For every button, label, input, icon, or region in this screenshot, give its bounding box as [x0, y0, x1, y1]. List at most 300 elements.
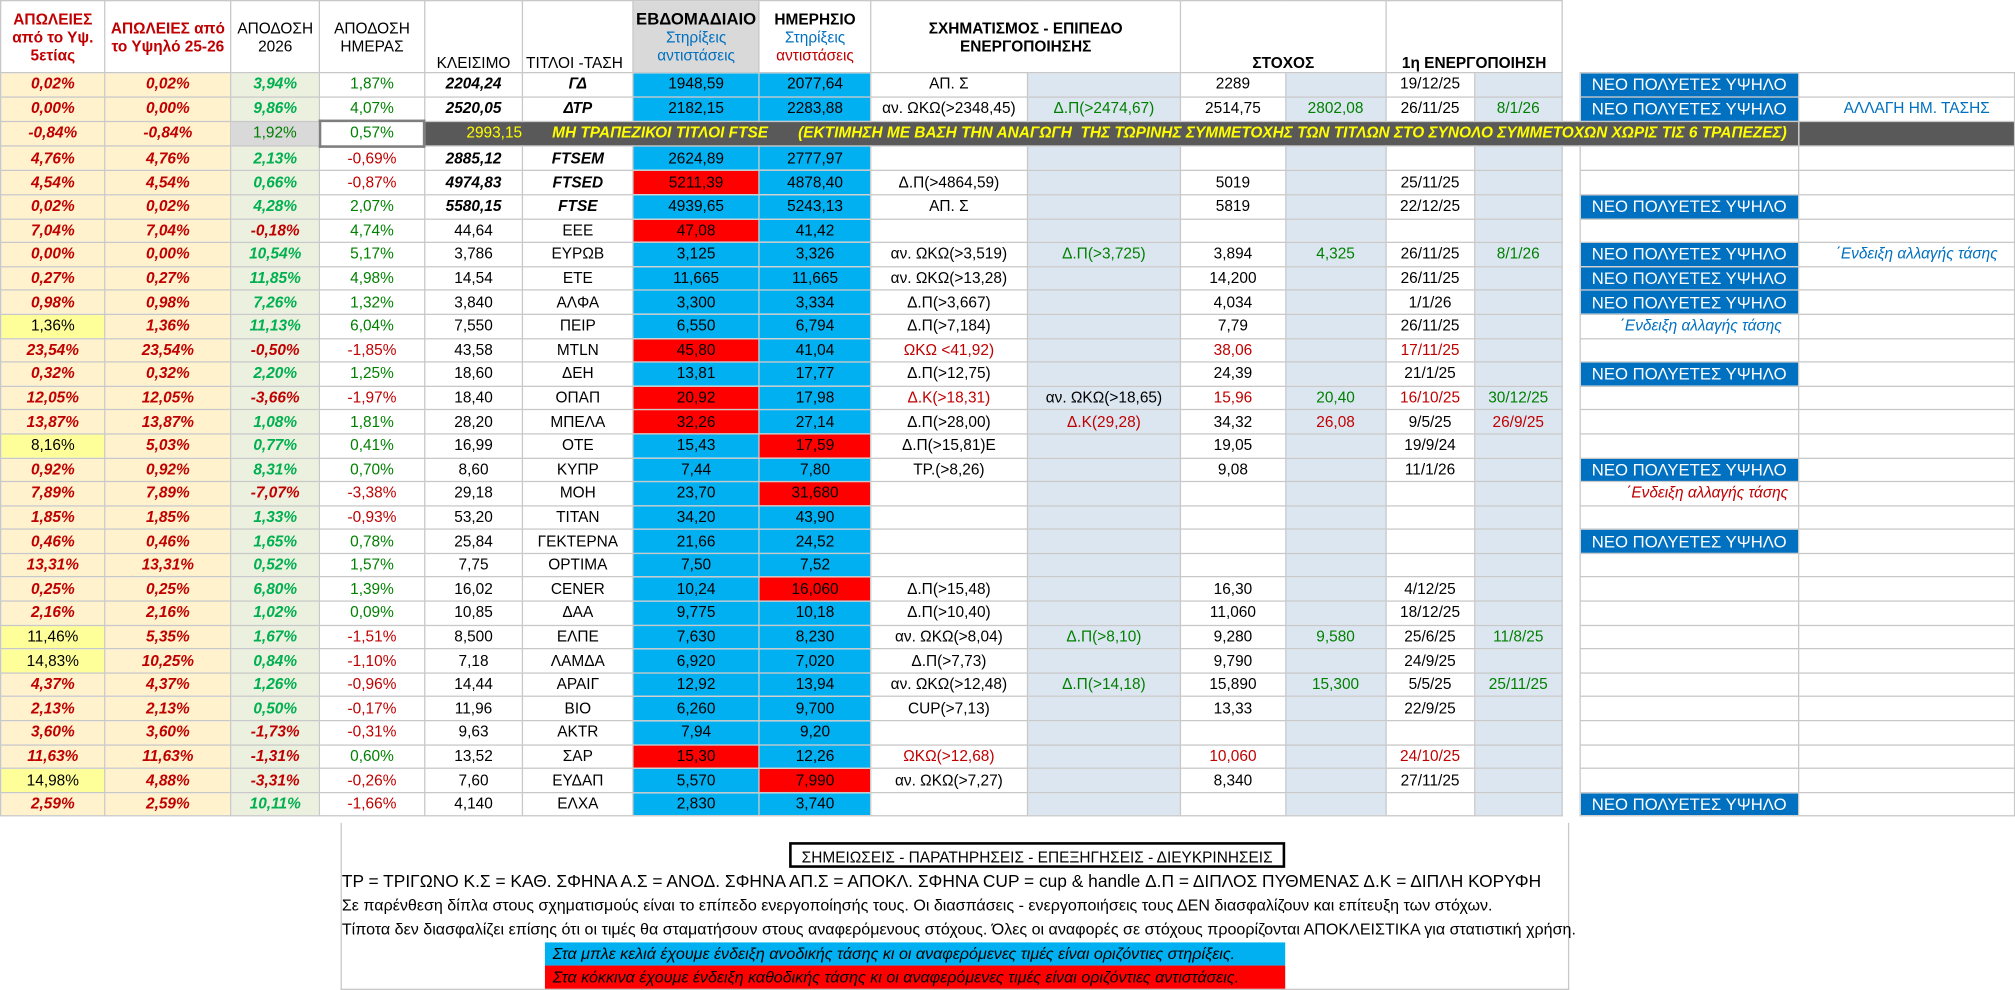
banner-text: ΜΗ ΤΡΑΠΕΖΙΚΟΙ ΤΙΤΛΟΙ FTSE (ΕΚΤΙΜΗΣΗ ΜΕ ΒΑΣΗ ΤΗΝ ΑΝΑΓΩΓΗ ΤΗΣ ΤΩΡΙΝΗΣ ΣΥΜΜΕΤΟΧΗΣ ΤΩΝ ΤΙΤΛΩΝ ΣΤΟ ΣΥΝΟΛΟ ΣΥΜΜΕΤΟΧΩΝ ΧΩΡΙΣ ΤΙΣ 6 ΤΡΑΠΕΖΕΣ) — [552, 124, 1787, 143]
weekly-level-cell: 5211,39 — [633, 171, 760, 195]
loss-high-cell: 0,02% — [105, 195, 231, 219]
table-row — [1, 243, 2015, 267]
spacer-cell — [1562, 721, 1580, 745]
day-cell: -1,51% — [320, 625, 425, 649]
target-cell-2: 20,40 — [1285, 386, 1386, 410]
ytd-cell: 9,86% — [231, 97, 320, 122]
loss-high-cell: 10,25% — [105, 649, 231, 673]
day-cell: 4,98% — [320, 266, 425, 290]
spacer-cell — [1562, 506, 1580, 530]
day-cell: -0,69% — [320, 146, 425, 171]
table-row — [1, 768, 2015, 792]
weekly-level-cell: 4939,65 — [633, 195, 760, 219]
ytd-cell: 1,65% — [231, 529, 320, 553]
table-row — [1, 601, 2015, 625]
pattern-cell: αν. ΩΚΩ(>8,04) — [871, 625, 1027, 649]
close-cell: 3,786 — [424, 243, 523, 267]
ticker-cell: FTSEM — [523, 146, 633, 171]
table-row — [1, 577, 2015, 601]
ytd-cell: 4,28% — [231, 195, 320, 219]
spacer-cell — [1562, 243, 1580, 267]
day-cell: 0,78% — [320, 529, 425, 553]
weekly-level-cell: 2182,15 — [633, 97, 760, 122]
pattern-cell — [871, 792, 1027, 816]
activation-date-cell: 22/12/25 — [1386, 195, 1474, 219]
activation-date-cell: 17/11/25 — [1386, 338, 1474, 362]
loss-5y-cell: 0,00% — [1, 243, 105, 267]
pattern-cell — [871, 553, 1027, 577]
loss-5y-cell: -0,84% — [1, 121, 105, 146]
pattern-cell: αν. ΩΚΩ(>13,28) — [871, 266, 1027, 290]
pattern-cell-2 — [1027, 745, 1181, 769]
ticker-cell: ΜΠΕΛΑ — [523, 410, 633, 434]
loss-high-cell: 13,87% — [105, 410, 231, 434]
loss-high-cell: 0,25% — [105, 577, 231, 601]
weekly-level-cell: 6,260 — [633, 697, 760, 721]
header-target: ΣΤΟΧΟΣ — [1181, 1, 1386, 73]
spacer-cell — [1562, 338, 1580, 362]
header-weekly-title: ΕΒΔΟΜΑΔΙΑΙΟ — [636, 8, 757, 28]
activation-date-cell: 26/11/25 — [1386, 314, 1474, 338]
close-cell: 4974,83 — [424, 171, 523, 195]
day-cell: 0,70% — [320, 458, 425, 482]
header-daily-title: ΗΜΕΡΗΣΙΟ — [774, 9, 856, 28]
ticker-cell: ΔΑΑ — [523, 601, 633, 625]
target-cell-2 — [1285, 768, 1386, 792]
ytd-cell: -1,31% — [231, 745, 320, 769]
weekly-level-cell: 20,92 — [633, 386, 760, 410]
daily-level-cell: 17,59 — [759, 434, 870, 458]
loss-high-cell: 0,92% — [105, 458, 231, 482]
loss-high-cell: 2,16% — [105, 601, 231, 625]
target-cell-2 — [1285, 577, 1386, 601]
pattern-cell-2 — [1027, 553, 1181, 577]
ytd-cell: 0,50% — [231, 697, 320, 721]
weekly-level-cell: 9,775 — [633, 601, 760, 625]
target-cell-2: 15,300 — [1285, 673, 1386, 697]
pattern-cell-2 — [1027, 434, 1181, 458]
ticker-cell: ΑΡΑΙΓ — [523, 673, 633, 697]
pattern-cell: ΑΠ. Σ — [871, 73, 1027, 97]
activation-date-cell — [1386, 219, 1474, 243]
header-daily-sub1: Στηρίξεις — [784, 27, 846, 46]
weekly-level-cell: 3,300 — [633, 290, 760, 314]
loss-5y-cell: 0,27% — [1, 266, 105, 290]
pattern-cell-2: Δ.Κ(29,28) — [1027, 410, 1181, 434]
pattern-cell-2 — [1027, 266, 1181, 290]
signal-note-cell — [1580, 553, 1798, 577]
ticker-cell: ΔΤΡ — [523, 97, 633, 122]
spacer-cell — [1562, 792, 1580, 816]
weekly-level-cell: 10,24 — [633, 577, 760, 601]
ytd-cell: -1,73% — [231, 721, 320, 745]
activation-date-cell: 19/9/24 — [1386, 434, 1474, 458]
weekly-level-cell: 13,81 — [633, 362, 760, 386]
target-cell-2 — [1285, 146, 1386, 171]
pattern-cell: ΩΚΩ(>12,68) — [871, 745, 1027, 769]
loss-high-cell: 4,76% — [105, 146, 231, 171]
daily-level-cell: 3,326 — [759, 243, 870, 267]
pattern-cell: Δ.Π(>28,00) — [871, 410, 1027, 434]
spacer-cell — [1562, 195, 1580, 219]
ticker-cell: FTSE — [523, 195, 633, 219]
day-cell: 1,32% — [320, 290, 425, 314]
table-row — [1, 314, 2015, 338]
ytd-cell: 0,66% — [231, 171, 320, 195]
signal-note-cell-2 — [1798, 553, 2014, 577]
signal-note-cell-2 — [1798, 266, 2014, 290]
loss-5y-cell: 23,54% — [1, 338, 105, 362]
close-cell: 16,99 — [424, 434, 523, 458]
close-cell: 16,02 — [424, 577, 523, 601]
signal-note-cell-2 — [1798, 314, 2014, 338]
daily-level-cell: 5243,13 — [759, 195, 870, 219]
ytd-cell: -0,18% — [231, 219, 320, 243]
signal-note-cell — [1580, 577, 1798, 601]
loss-5y-cell: 2,13% — [1, 697, 105, 721]
day-cell: 1,57% — [320, 553, 425, 577]
ticker-cell: ΣΑΡ — [523, 745, 633, 769]
signal-note-cell — [1580, 625, 1798, 649]
daily-level-cell: 41,04 — [759, 338, 870, 362]
pattern-cell-2: Δ.Π(>14,18) — [1027, 673, 1181, 697]
ticker-cell: ΒΙΟ — [523, 697, 633, 721]
ticker-cell: ΕΕΕ — [523, 219, 633, 243]
ytd-cell: 1,92% — [231, 121, 320, 146]
header-ytd: ΑΠΟΔΟΣΗ 2026 — [231, 1, 320, 73]
activation-date-cell: 25/11/25 — [1386, 171, 1474, 195]
activation-date-cell-2 — [1474, 577, 1562, 601]
pattern-cell: αν. ΩΚΩ(>3,519) — [871, 243, 1027, 267]
daily-level-cell: 6,794 — [759, 314, 870, 338]
signal-note-cell: ΝΕΟ ΠΟΛΥΕΤΕΣ ΥΨΗΛΟ — [1580, 97, 1798, 122]
signal-note-cell-2 — [1798, 219, 2014, 243]
activation-date-cell: 21/1/25 — [1386, 362, 1474, 386]
ticker-cell: ΟΠΑΠ — [523, 386, 633, 410]
pattern-cell: Δ.Π(>3,667) — [871, 290, 1027, 314]
pattern-cell — [871, 482, 1027, 506]
loss-high-cell: 4,88% — [105, 768, 231, 792]
loss-high-cell: 13,31% — [105, 553, 231, 577]
target-cell-2 — [1285, 482, 1386, 506]
loss-high-cell: 0,27% — [105, 266, 231, 290]
header-pattern: ΣΧΗΜΑΤΙΣΜΟΣ - ΕΠΙΠΕΔΟ ΕΝΕΡΓΟΠΟΙΗΣΗΣ — [871, 1, 1181, 73]
daily-level-cell: 8,230 — [759, 625, 870, 649]
pattern-cell-2 — [1027, 73, 1181, 97]
ytd-cell: 0,77% — [231, 434, 320, 458]
signal-note-cell — [1580, 146, 1798, 171]
loss-5y-cell: 0,25% — [1, 577, 105, 601]
signal-note-cell-2 — [1798, 73, 2014, 97]
signal-note-cell: ΝΕΟ ΠΟΛΥΕΤΕΣ ΥΨΗΛΟ — [1580, 195, 1798, 219]
pattern-cell-2: Δ.Π(>2474,67) — [1027, 97, 1181, 122]
target-cell: 10,060 — [1181, 745, 1286, 769]
activation-date-cell: 11/1/26 — [1386, 458, 1474, 482]
loss-5y-cell: 4,54% — [1, 171, 105, 195]
loss-high-cell: 3,60% — [105, 721, 231, 745]
ticker-cell: ΤΙΤΑΝ — [523, 506, 633, 530]
target-cell-2 — [1285, 266, 1386, 290]
activation-date-cell: 1/1/26 — [1386, 290, 1474, 314]
target-cell — [1181, 482, 1286, 506]
signal-note-cell-2 — [1798, 768, 2014, 792]
table-row — [1, 745, 2015, 769]
pattern-cell-2 — [1027, 649, 1181, 673]
ticker-cell: ΕΛΧΑ — [523, 792, 633, 816]
ytd-cell: 6,80% — [231, 577, 320, 601]
pattern-cell-2 — [1027, 195, 1181, 219]
day-cell: 4,74% — [320, 219, 425, 243]
ytd-cell: 1,67% — [231, 625, 320, 649]
activation-date-cell: 22/9/25 — [1386, 697, 1474, 721]
loss-high-cell: 4,37% — [105, 673, 231, 697]
loss-high-cell: -0,84% — [105, 121, 231, 146]
close-cell: 7,18 — [424, 649, 523, 673]
close-cell: 10,85 — [424, 601, 523, 625]
weekly-level-cell: 3,125 — [633, 243, 760, 267]
activation-date-cell-2 — [1474, 745, 1562, 769]
pattern-cell: CUP(>7,13) — [871, 697, 1027, 721]
pattern-cell: ΩΚΩ <41,92) — [871, 338, 1027, 362]
signal-note-cell-2 — [1798, 745, 2014, 769]
loss-5y-cell: 13,31% — [1, 553, 105, 577]
pattern-cell: Δ.Κ(>18,31) — [871, 386, 1027, 410]
weekly-level-cell: 12,92 — [633, 673, 760, 697]
spacer-cell — [1562, 649, 1580, 673]
close-cell: 14,44 — [424, 673, 523, 697]
day-cell: 0,57% — [320, 121, 425, 146]
table-row — [1, 434, 2015, 458]
weekly-level-cell: 2624,89 — [633, 146, 760, 171]
signal-note-cell-2 — [1798, 529, 2014, 553]
spacer-cell — [1562, 482, 1580, 506]
signal-note-cell: ΄Ενδειξη αλλαγής τάσης — [1580, 314, 1798, 338]
activation-date-cell — [1386, 529, 1474, 553]
day-cell: -0,96% — [320, 673, 425, 697]
close-cell: 7,60 — [424, 768, 523, 792]
spacer-cell — [1562, 529, 1580, 553]
pattern-cell: Δ.Π(>15,81)Ε — [871, 434, 1027, 458]
target-cell-2 — [1285, 338, 1386, 362]
pattern-cell-2 — [1027, 458, 1181, 482]
signal-note-cell: ΄Ενδειξη αλλαγής τάσης — [1580, 482, 1798, 506]
activation-date-cell — [1386, 146, 1474, 171]
day-cell: -1,10% — [320, 649, 425, 673]
weekly-level-cell: 34,20 — [633, 506, 760, 530]
weekly-level-cell: 5,570 — [633, 768, 760, 792]
activation-date-cell-2 — [1474, 362, 1562, 386]
activation-date-cell: 18/12/25 — [1386, 601, 1474, 625]
table-row — [1, 338, 2015, 362]
activation-date-cell-2 — [1474, 195, 1562, 219]
ytd-cell: 8,31% — [231, 458, 320, 482]
day-cell: 5,17% — [320, 243, 425, 267]
day-cell: -1,85% — [320, 338, 425, 362]
daily-level-cell: 24,52 — [759, 529, 870, 553]
header-daily-sub2: αντιστάσεις — [776, 45, 854, 64]
pattern-cell-2 — [1027, 290, 1181, 314]
day-cell: 0,60% — [320, 745, 425, 769]
legend-red: Στα κόκκινα έχουμε ένδειξη καθοδικής τάσης κι οι αναφερόμενες τιμές είναι οριζόντιες αντιστάσεις. — [545, 966, 1285, 989]
day-cell: 4,07% — [320, 97, 425, 122]
signal-note-cell-2: ΑΛΛΑΓΗ ΗΜ. ΤΑΣΗΣ — [1798, 97, 2014, 122]
signal-note-cell: ΝΕΟ ΠΟΛΥΕΤΕΣ ΥΨΗΛΟ — [1580, 73, 1798, 97]
signal-note-cell — [1580, 386, 1798, 410]
daily-level-cell: 4878,40 — [759, 171, 870, 195]
target-cell: 19,05 — [1181, 434, 1286, 458]
target-cell-2 — [1285, 219, 1386, 243]
signal-note-cell-2 — [1798, 338, 2014, 362]
target-cell-2 — [1285, 362, 1386, 386]
activation-date-cell — [1386, 721, 1474, 745]
activation-date-cell-2 — [1474, 314, 1562, 338]
table-row — [1, 625, 2015, 649]
weekly-level-cell: 7,94 — [633, 721, 760, 745]
spacer-cell — [1562, 697, 1580, 721]
table-row — [1, 171, 2015, 195]
loss-5y-cell: 4,76% — [1, 146, 105, 171]
activation-date-cell-2 — [1474, 697, 1562, 721]
target-cell: 2289 — [1181, 73, 1286, 97]
activation-date-cell: 24/10/25 — [1386, 745, 1474, 769]
table-row — [1, 195, 2015, 219]
daily-level-cell: 27,14 — [759, 410, 870, 434]
target-cell-2 — [1285, 171, 1386, 195]
ticker-cell: ΕΤΕ — [523, 266, 633, 290]
activation-date-cell: 19/12/25 — [1386, 73, 1474, 97]
target-cell-2: 26,08 — [1285, 410, 1386, 434]
header-weekly-sub: Στηρίξεις αντιστάσεις — [657, 27, 735, 64]
activation-date-cell: 26/11/25 — [1386, 97, 1474, 122]
spacer-cell — [1562, 768, 1580, 792]
pattern-cell — [871, 146, 1027, 171]
pattern-cell: αν. ΩΚΩ(>2348,45) — [871, 97, 1027, 122]
activation-date-cell-2 — [1474, 73, 1562, 97]
target-cell-2: 9,580 — [1285, 625, 1386, 649]
target-cell: 2514,75 — [1181, 97, 1286, 122]
signal-note-cell-2 — [1798, 506, 2014, 530]
activation-date-cell: 24/9/25 — [1386, 649, 1474, 673]
ytd-cell: -0,50% — [231, 338, 320, 362]
close-cell: 8,60 — [424, 458, 523, 482]
spacer-cell — [1562, 362, 1580, 386]
loss-5y-cell: 4,37% — [1, 673, 105, 697]
ytd-cell: 2,20% — [231, 362, 320, 386]
pattern-cell-2: Δ.Π(>8,10) — [1027, 625, 1181, 649]
target-cell-2 — [1285, 195, 1386, 219]
header-daily — [759, 1, 870, 73]
daily-level-cell: 3,334 — [759, 290, 870, 314]
activation-date-cell: 25/6/25 — [1386, 625, 1474, 649]
pattern-cell-2 — [1027, 768, 1181, 792]
table-row — [1, 362, 2015, 386]
pattern-cell: Δ.Π(>7,184) — [871, 314, 1027, 338]
close-cell: 5580,15 — [424, 195, 523, 219]
day-cell: 1,87% — [320, 73, 425, 97]
ytd-cell: -3,31% — [231, 768, 320, 792]
pattern-cell — [871, 529, 1027, 553]
header-weekly — [633, 1, 760, 73]
target-cell-2 — [1285, 792, 1386, 816]
spacer-cell — [1562, 290, 1580, 314]
pattern-cell-2 — [1027, 314, 1181, 338]
day-cell: -0,31% — [320, 721, 425, 745]
target-cell: 11,060 — [1181, 601, 1286, 625]
activation-date-cell-2 — [1474, 529, 1562, 553]
daily-level-cell: 16,060 — [759, 577, 870, 601]
loss-5y-cell: 0,92% — [1, 458, 105, 482]
loss-5y-cell: 7,04% — [1, 219, 105, 243]
activation-date-cell-2: 25/11/25 — [1474, 673, 1562, 697]
ytd-cell: 11,13% — [231, 314, 320, 338]
signal-note-cell-2 — [1798, 362, 2014, 386]
daily-level-cell: 13,94 — [759, 673, 870, 697]
pattern-cell-2: αν. ΩΚΩ(>18,65) — [1027, 386, 1181, 410]
close-cell: 28,20 — [424, 410, 523, 434]
pattern-cell: Δ.Π(>12,75) — [871, 362, 1027, 386]
loss-high-cell: 0,02% — [105, 73, 231, 97]
target-cell-2 — [1285, 434, 1386, 458]
activation-date-cell-2 — [1474, 768, 1562, 792]
pattern-cell-2 — [1027, 577, 1181, 601]
weekly-level-cell: 47,08 — [633, 219, 760, 243]
daily-level-cell: 31,680 — [759, 482, 870, 506]
activation-date-cell-2 — [1474, 792, 1562, 816]
day-cell: 1,81% — [320, 410, 425, 434]
activation-date-cell-2 — [1474, 146, 1562, 171]
ticker-cell: CENER — [523, 577, 633, 601]
pattern-cell-2 — [1027, 601, 1181, 625]
signal-note-cell-2 — [1798, 697, 2014, 721]
day-cell: -1,66% — [320, 792, 425, 816]
signal-note-cell-2 — [1798, 386, 2014, 410]
signal-note-cell — [1580, 410, 1798, 434]
activation-date-cell: 27/11/25 — [1386, 768, 1474, 792]
activation-date-cell-2: 11/8/25 — [1474, 625, 1562, 649]
loss-high-cell: 2,59% — [105, 792, 231, 816]
ticker-cell: FTSED — [523, 171, 633, 195]
activation-date-cell-2 — [1474, 458, 1562, 482]
activation-date-cell — [1386, 506, 1474, 530]
target-cell — [1181, 792, 1286, 816]
target-cell: 13,33 — [1181, 697, 1286, 721]
banner-tail — [1798, 121, 2014, 146]
spacer-cell — [1562, 577, 1580, 601]
target-cell-2 — [1285, 553, 1386, 577]
activation-date-cell-2: 30/12/25 — [1474, 386, 1562, 410]
activation-date-cell: 4/12/25 — [1386, 577, 1474, 601]
ticker-cell: ΓΕΚΤΕΡΝΑ — [523, 529, 633, 553]
loss-high-cell: 23,54% — [105, 338, 231, 362]
day-cell: 0,41% — [320, 434, 425, 458]
loss-high-cell: 0,32% — [105, 362, 231, 386]
target-cell-2 — [1285, 314, 1386, 338]
target-cell: 34,32 — [1181, 410, 1286, 434]
header-titles: ΤΙΤΛΟΙ -ΤΑΣΗ — [523, 1, 633, 73]
target-cell-2 — [1285, 73, 1386, 97]
daily-level-cell: 7,52 — [759, 553, 870, 577]
table-row — [1, 290, 2015, 314]
day-cell: -0,87% — [320, 171, 425, 195]
ticker-cell: AKTR — [523, 721, 633, 745]
signal-note-cell-2 — [1798, 195, 2014, 219]
spacer-cell — [1562, 553, 1580, 577]
ticker-cell: ΟΤΕ — [523, 434, 633, 458]
signal-note-cell-2 — [1798, 673, 2014, 697]
loss-high-cell: 4,54% — [105, 171, 231, 195]
pattern-cell: Δ.Π(>10,40) — [871, 601, 1027, 625]
header-row — [1, 1, 2015, 73]
